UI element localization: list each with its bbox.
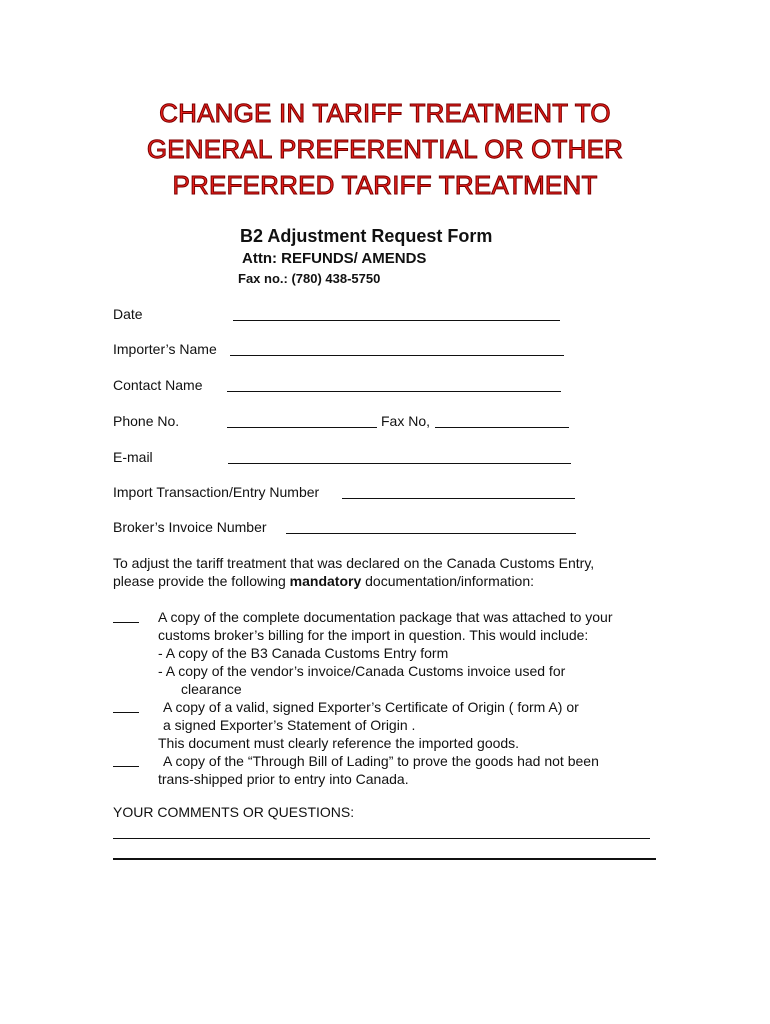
document-title	[100, 95, 670, 203]
fax-label: Fax No,	[381, 413, 431, 429]
instructions-line-2	[113, 572, 673, 590]
item-3-line-2: trans-shipped prior to entry into Canada.	[158, 771, 409, 787]
instructions-line-1: To adjust the tariff treatment that was declared on the Canada Customs Entry,	[113, 555, 595, 571]
checkbox-blank-1[interactable]	[113, 622, 139, 623]
import-transaction-field[interactable]	[342, 498, 575, 499]
comments-line-1[interactable]	[113, 838, 650, 839]
comments-line-2[interactable]	[113, 858, 656, 860]
item-2-line-2: a signed Exporter’s Statement of Origin .	[163, 717, 416, 733]
broker-invoice-field[interactable]	[286, 533, 576, 534]
attention-line: Attn: REFUNDS/ AMENDS	[242, 250, 427, 267]
date-field[interactable]	[233, 320, 560, 321]
comments-label: YOUR COMMENTS OR QUESTIONS:	[113, 804, 355, 820]
phone-label: Phone No.	[113, 413, 180, 429]
form-name: B2 Adjustment Request Form	[240, 226, 493, 246]
item-1-sub-1: - A copy of the B3 Canada Customs Entry form	[158, 645, 449, 661]
fax-field[interactable]	[435, 427, 569, 428]
email-field[interactable]	[228, 463, 571, 464]
title-line-1: CHANGE IN TARIFF TREATMENT TO	[159, 98, 611, 128]
instructions-text: documentation/information:	[361, 573, 535, 589]
item-3-line-1: A copy of the “Through Bill of Lading” to prove the goods had not been	[163, 753, 599, 769]
email-label: E-mail	[113, 449, 153, 465]
contact-name-field[interactable]	[227, 391, 561, 392]
item-2-line-3: This document must clearly reference the imported goods.	[158, 735, 520, 751]
instructions-text: please provide the following	[113, 573, 290, 589]
broker-invoice-label: Broker’s Invoice Number	[113, 519, 267, 535]
date-label: Date	[113, 306, 143, 322]
importer-name-label: Importer’s Name	[113, 341, 217, 357]
item-2-line-1: A copy of a valid, signed Exporter’s Certificate of Origin ( form A) or	[163, 699, 579, 715]
item-1-line-1: A copy of the complete documentation package that was attached to your	[158, 609, 613, 625]
mandatory-emphasis: mandatory	[289, 573, 362, 589]
checkbox-blank-2[interactable]	[113, 712, 139, 713]
item-1-sub-2: - A copy of the vendor’s invoice/Canada Customs invoice used for	[158, 663, 566, 679]
import-transaction-label: Import Transaction/Entry Number	[113, 484, 320, 500]
fax-number: Fax no.: (780) 438-5750	[238, 271, 381, 286]
phone-field[interactable]	[227, 427, 377, 428]
title-line-2: GENERAL PREFERENTIAL OR OTHER	[146, 134, 624, 164]
item-1-sub-2-cont: clearance	[181, 681, 242, 697]
checkbox-blank-3[interactable]	[113, 766, 139, 767]
importer-name-field[interactable]	[230, 355, 564, 356]
item-1-line-2: customs broker’s billing for the import in question. This would include:	[158, 627, 589, 643]
instructions	[113, 554, 673, 590]
title-line-3: PREFERRED TARIFF TREATMENT	[172, 170, 598, 200]
contact-name-label: Contact Name	[113, 377, 203, 393]
